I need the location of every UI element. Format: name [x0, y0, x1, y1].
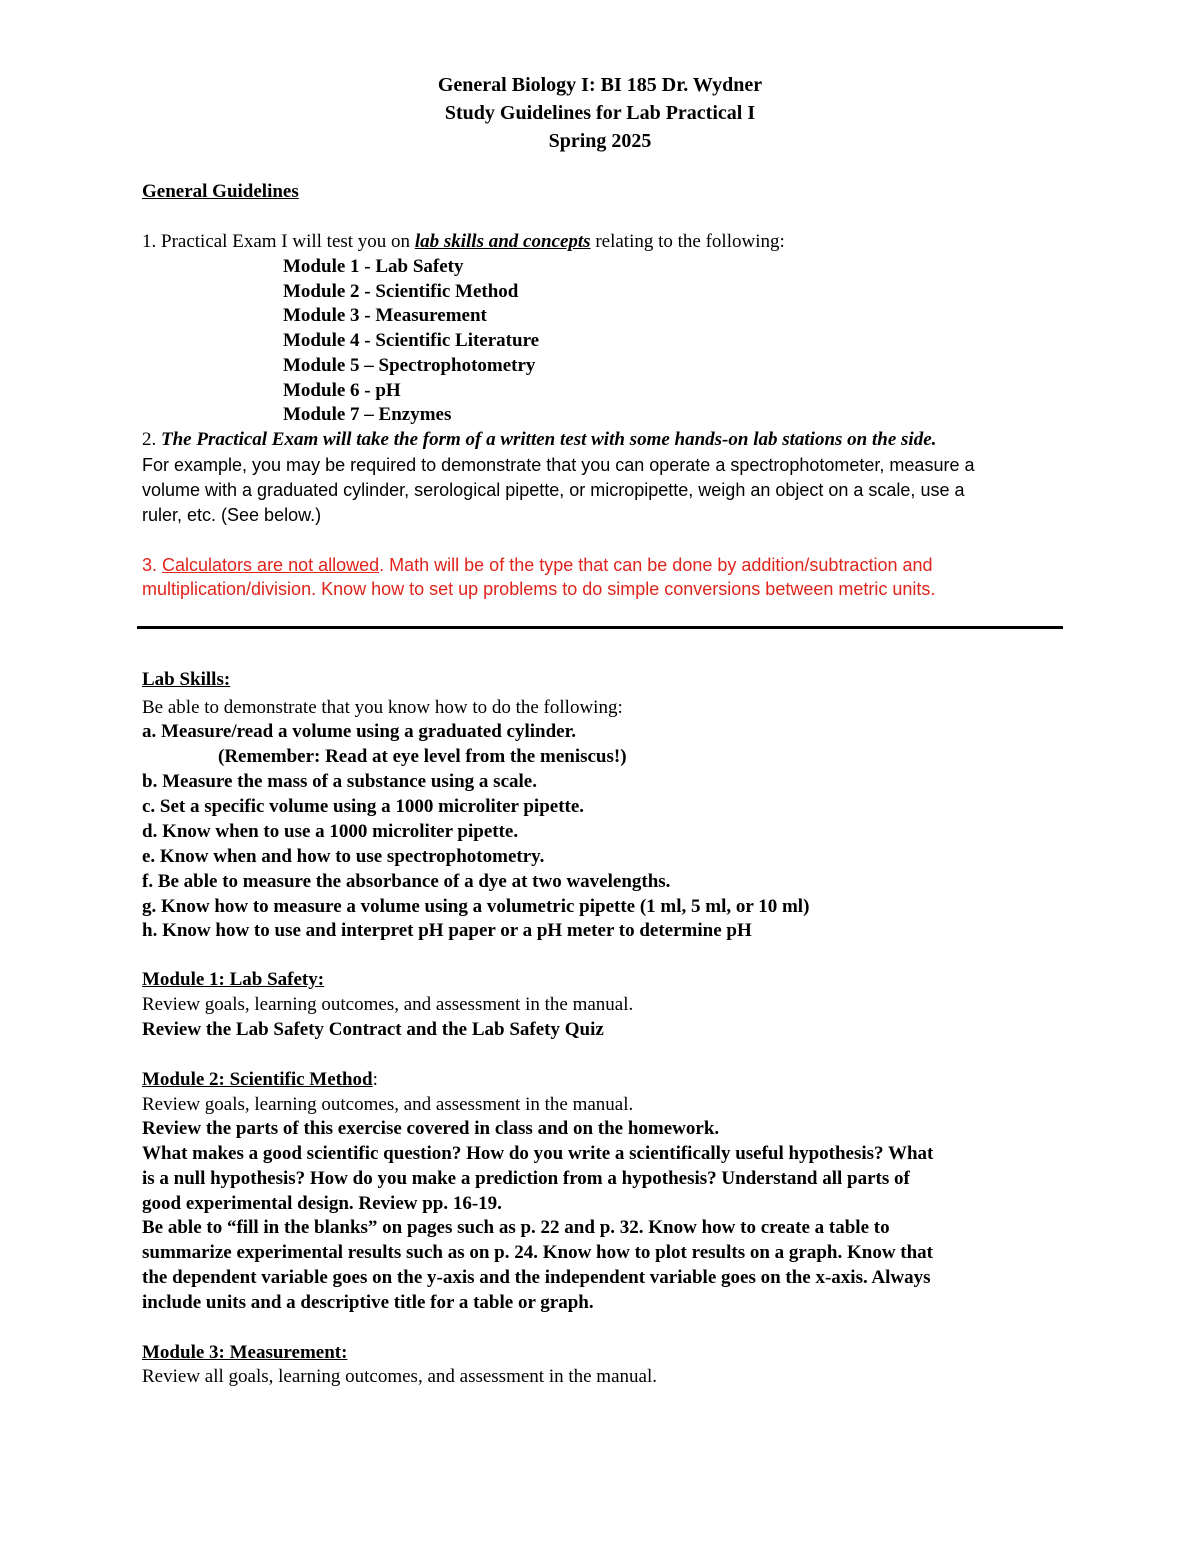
lab-skill-item: b. Measure the mass of a substance using a scale.: [142, 771, 537, 792]
doc-title-course: General Biology I: BI 185 Dr. Wydner: [437, 74, 763, 96]
doc-title-guide: Study Guidelines for Lab Practical I: [444, 102, 756, 124]
guideline-2-line: volume with a graduated cylinder, serological pipette, or micropipette, weigh an object on a scale, use a: [142, 480, 965, 500]
module2-bold-line: Review the parts of this exercise covered in class and on the homework.: [142, 1118, 720, 1139]
module2-heading: Module 2: Scientific Method: [142, 1069, 373, 1090]
guideline-3: [142, 553, 933, 577]
section-divider: [137, 626, 1063, 629]
module-list-item: Module 7 – Enzymes: [283, 404, 452, 425]
module-list-item: Module 3 - Measurement: [283, 305, 487, 326]
doc-title-term: Spring 2025: [548, 130, 652, 152]
lab-skill-note: (Remember: Read at eye level from the meniscus!): [218, 746, 627, 767]
lab-skills-intro: Be able to demonstrate that you know how to do the following:: [142, 697, 623, 718]
lab-skills-heading: Lab Skills:: [142, 669, 231, 690]
lab-skill-item: e. Know when and how to use spectrophotometry.: [142, 846, 545, 867]
module2-bold-line: What makes a good scientific question? How do you write a scientifically useful hypothesis? What: [142, 1143, 934, 1164]
guideline-3-number: 3.: [142, 555, 163, 575]
module1-line: Review goals, learning outcomes, and assessment in the manual.: [142, 994, 634, 1015]
module2-bold-line: is a null hypothesis? How do you make a prediction from a hypothesis? Understand all parts of: [142, 1168, 910, 1189]
lab-skill-item: d. Know when to use a 1000 microliter pipette.: [142, 821, 519, 842]
guideline-3-line: multiplication/division. Know how to set up problems to do simple conversions between metric units.: [142, 579, 936, 599]
lab-skill-item: h. Know how to use and interpret pH paper or a pH meter to determine pH: [142, 920, 752, 941]
module2-bold-line: Be able to “fill in the blanks” on pages such as p. 22 and p. 32. Know how to create a table to: [142, 1217, 890, 1238]
guideline-3-underlined: Calculators are not allowed: [162, 555, 380, 575]
module2-line: Review goals, learning outcomes, and assessment in the manual.: [142, 1094, 634, 1115]
guideline-2-bold: The Practical Exam will take the form of a written test with some hands-on lab stations on the side.: [161, 429, 937, 450]
guideline-2-line: ruler, etc. (See below.): [142, 505, 322, 525]
module-list-item: Module 4 - Scientific Literature: [283, 330, 540, 351]
module3-heading: Module 3: Measurement:: [142, 1342, 348, 1363]
module1-heading: Module 1: Lab Safety:: [142, 969, 325, 990]
module2-bold-line: good experimental design. Review pp. 16-19.: [142, 1193, 502, 1214]
module-list-item: Module 2 - Scientific Method: [283, 281, 519, 302]
module-list-item: Module 5 – Spectrophotometry: [283, 355, 536, 376]
module2-heading-row: [142, 1068, 378, 1092]
module1-line-bold: Review the Lab Safety Contract and the Lab Safety Quiz: [142, 1019, 604, 1040]
lab-skill-item: c. Set a specific volume using a 1000 microliter pipette.: [142, 796, 585, 817]
guideline-3-rest: . Math will be of the type that can be done by addition/subtraction and: [379, 555, 933, 575]
module2-heading-colon: :: [372, 1069, 378, 1090]
module2-bold-line: the dependent variable goes on the y-axis and the independent variable goes on the x-axis. Always: [142, 1267, 931, 1288]
guideline-2-line: For example, you may be required to demonstrate that you can operate a spectrophotometer, measure a: [142, 455, 975, 475]
guideline-1-emphasis: lab skills and concepts: [414, 231, 591, 252]
module-list-item: Module 6 - pH: [283, 380, 401, 401]
module-list-item: Module 1 - Lab Safety: [283, 256, 464, 277]
guideline-2-number: 2.: [142, 429, 161, 450]
guideline-2: [142, 428, 936, 452]
module2-bold-line: summarize experimental results such as on p. 24. Know how to plot results on a graph. Know that: [142, 1242, 934, 1263]
guideline-1-post: relating to the following:: [590, 231, 785, 252]
lab-skill-item: a. Measure/read a volume using a graduated cylinder.: [142, 721, 577, 742]
module2-bold-line: include units and a descriptive title for a table or graph.: [142, 1292, 594, 1313]
guideline-1: [142, 230, 785, 254]
lab-skill-item: g. Know how to measure a volume using a volumetric pipette (1 ml, 5 ml, or 10 ml): [142, 896, 810, 917]
lab-skill-item: f. Be able to measure the absorbance of a dye at two wavelengths.: [142, 871, 671, 892]
guideline-1-pre: 1. Practical Exam I will test you on: [142, 231, 415, 252]
general-guidelines-heading: General Guidelines: [142, 181, 299, 202]
module3-line: Review all goals, learning outcomes, and assessment in the manual.: [142, 1366, 657, 1387]
